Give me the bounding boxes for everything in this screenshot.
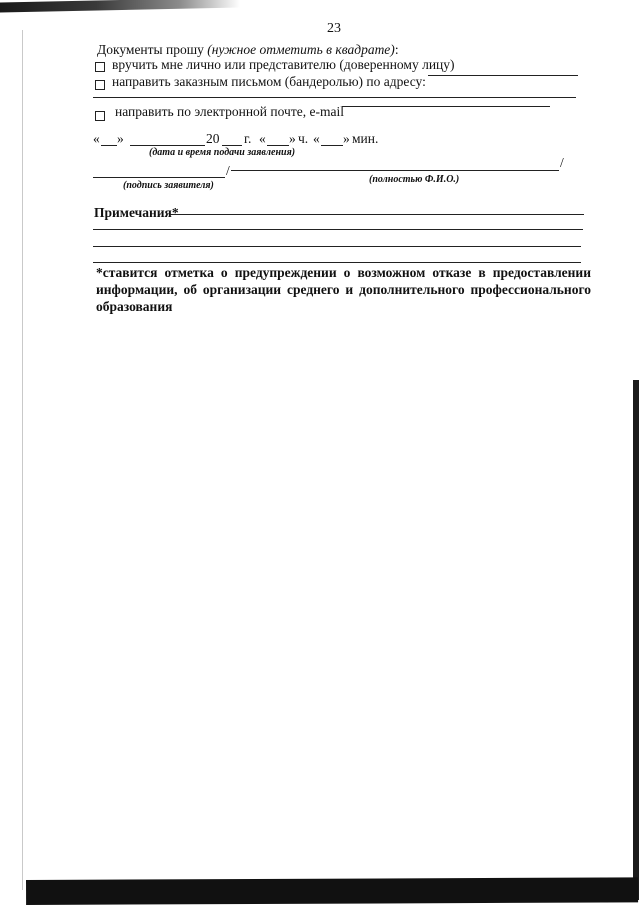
scan-artifact-right-edge (633, 380, 639, 900)
notes-line-4[interactable] (93, 262, 581, 263)
signature-separator-slash: / (226, 163, 230, 178)
day-open-quote: « (93, 131, 100, 146)
hours-suffix: ч. (298, 131, 309, 146)
scan-artifact-top (0, 0, 240, 13)
year-suffix: г. (244, 131, 252, 146)
full-name-field-line[interactable] (231, 170, 559, 171)
email-field-line[interactable] (342, 106, 550, 107)
footnote-line-2: информации, об организации среднего и дополнительного профессионального (96, 282, 591, 297)
checkbox-in-person[interactable] (95, 62, 105, 72)
notes-label: Примечания* (94, 205, 179, 220)
notes-line-2[interactable] (93, 229, 583, 230)
option-email-label: направить по электронной почте, e-mail (115, 104, 344, 119)
documents-request-line (97, 42, 399, 58)
option-registered-mail-label: направить заказным письмом (бандеролью) по адресу: (112, 74, 426, 89)
footnote (96, 264, 591, 315)
option-in-person-label: вручить мне лично или представителю (доверенному лицу) (112, 57, 455, 72)
datetime-caption: (дата и время подачи заявления) (149, 147, 296, 158)
footnote-line-3: образования (96, 299, 173, 314)
day-close-quote: » (117, 131, 124, 146)
day-field-line[interactable] (101, 145, 117, 146)
address-field-line-2[interactable] (93, 97, 576, 98)
minutes-suffix: мин. (352, 131, 379, 146)
checkbox-email[interactable] (95, 111, 105, 121)
checkbox-registered-mail[interactable] (95, 80, 105, 90)
minute-field-line[interactable] (321, 145, 343, 146)
full-name-end-slash: / (560, 155, 564, 170)
scan-artifact-bottom (26, 877, 638, 905)
page-number: 23 (327, 21, 341, 36)
minute-open-quote: « (313, 131, 320, 146)
documents-request-colon: : (394, 42, 399, 57)
documents-request-hint: (нужное отметить в квадрате) (207, 42, 395, 57)
footnote-line-1: *ставится отметка о предупреждении о возможном отказе в предоставлении (96, 265, 591, 280)
hour-close-quote: » (289, 131, 296, 146)
full-name-caption: (полностью Ф.И.О.) (369, 174, 460, 185)
documents-request-lead: Документы прошу (97, 42, 204, 57)
notes-line-1[interactable] (170, 214, 584, 215)
hour-open-quote: « (259, 131, 266, 146)
signature-caption: (подпись заявителя) (123, 180, 214, 191)
notes-line-3[interactable] (93, 246, 581, 247)
year-prefix: 20 (206, 131, 220, 146)
address-field-line-1[interactable] (428, 75, 578, 76)
scan-artifact-left-edge (22, 30, 23, 890)
minute-close-quote: » (343, 131, 350, 146)
